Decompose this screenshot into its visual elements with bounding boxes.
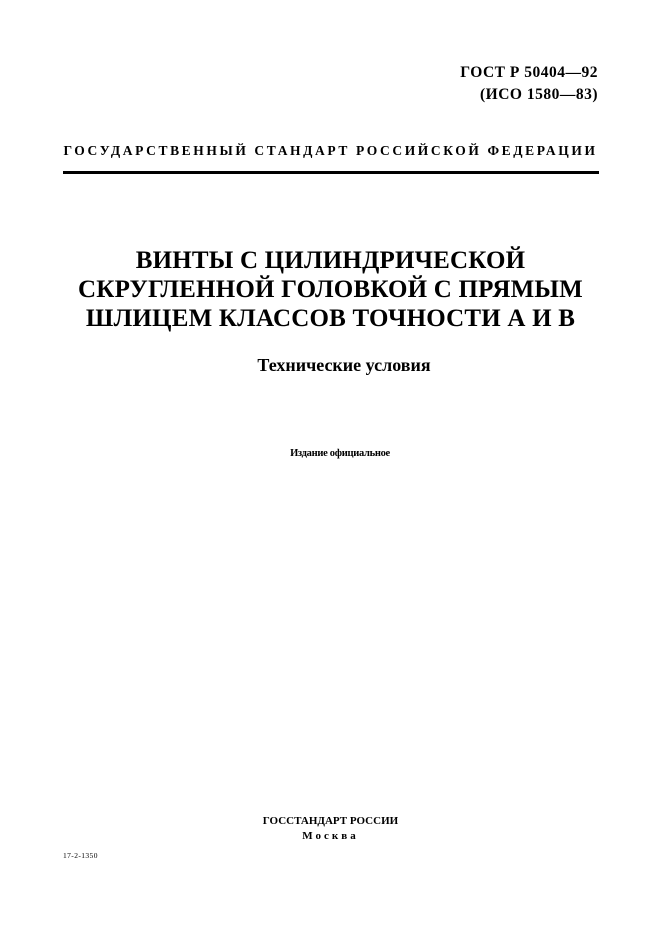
gost-number: ГОСТ Р 50404—92	[460, 64, 598, 81]
document-subtitle: Технические условия	[257, 355, 431, 375]
publisher-name: ГОССТАНДАРТ РОССИИ	[262, 815, 399, 827]
edition-note: Издание официальное	[290, 448, 390, 459]
iso-number: (ИСО 1580—83)	[479, 86, 598, 103]
publisher-block	[0, 814, 661, 844]
standard-heading: ГОСУДАРСТВЕННЫЙ СТАНДАРТ РОССИЙСКОЙ ФЕДЕРАЦИИ	[63, 143, 598, 158]
heading-divider	[63, 171, 599, 174]
title-line-1: ВИНТЫ С ЦИЛИНДРИЧЕСКОЙ	[135, 247, 526, 274]
document-title	[0, 246, 661, 333]
print-code: 17-2-1350	[63, 851, 98, 860]
title-line-2: СКРУГЛЕННОЙ ГОЛОВКОЙ С ПРЯМЫМ	[78, 276, 583, 303]
publisher-city: Москва	[302, 830, 359, 842]
title-line-3: ШЛИЦЕМ КЛАССОВ ТОЧНОСТИ А И В	[85, 305, 576, 332]
document-code-block	[460, 62, 598, 106]
